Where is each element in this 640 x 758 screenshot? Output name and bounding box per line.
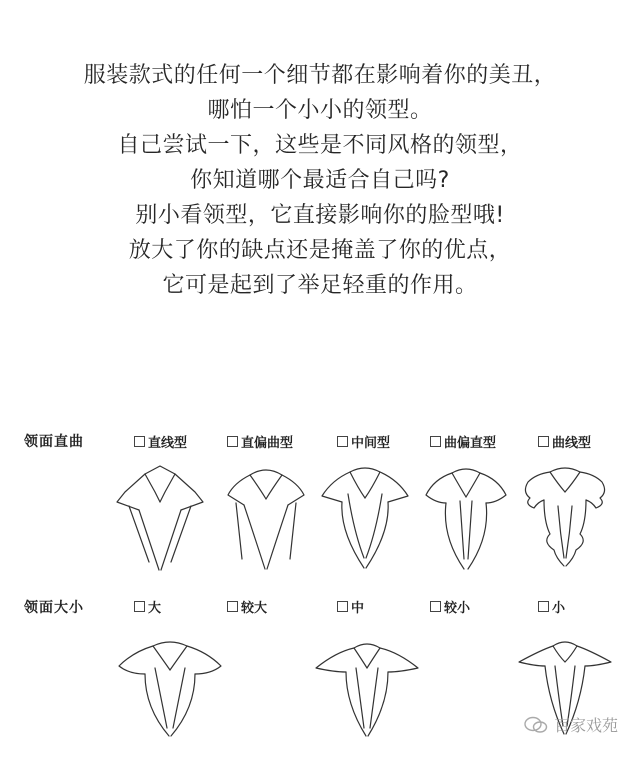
checkbox-icon[interactable] xyxy=(337,436,348,447)
intro-line: 放大了你的缺点还是掩盖了你的优点， xyxy=(128,238,512,263)
intro-line: 别小看领型，它直接影响你的脸型哦! xyxy=(135,203,505,228)
collar-medium-icon xyxy=(312,638,422,738)
checkbox-icon[interactable] xyxy=(134,436,145,447)
checkbox-icon[interactable] xyxy=(227,436,238,447)
collar-curved-straight-icon xyxy=(422,463,510,573)
checkbox-icon[interactable] xyxy=(430,601,441,612)
collar-middle-icon xyxy=(318,462,412,572)
collar-large-icon xyxy=(115,638,225,738)
checkbox-icon[interactable] xyxy=(337,601,348,612)
watermark xyxy=(524,713,618,736)
checkbox-icon[interactable] xyxy=(227,601,238,612)
checkbox-icon[interactable] xyxy=(538,436,549,447)
option-middle[interactable]: 中间型 xyxy=(337,432,390,451)
row-label-line-style: 领面直曲 xyxy=(24,434,84,450)
option-straight[interactable]: 直线型 xyxy=(134,432,187,451)
intro-line: 你知道哪个最适合自己吗? xyxy=(190,168,450,193)
option-large[interactable]: 大 xyxy=(134,597,161,616)
option-small[interactable]: 小 xyxy=(538,597,565,616)
checkbox-icon[interactable] xyxy=(538,601,549,612)
intro-line: 哪怕一个小小的领型。 xyxy=(207,98,433,123)
option-fairly-large[interactable]: 较大 xyxy=(227,597,267,616)
option-medium[interactable]: 中 xyxy=(337,597,364,616)
option-curved-straight[interactable]: 曲偏直型 xyxy=(430,432,496,451)
option-fairly-small[interactable]: 较小 xyxy=(430,597,470,616)
watermark-text: 百家戏苑 xyxy=(553,716,618,735)
intro-line: 服装款式的任何一个细节都在影响着你的美丑， xyxy=(83,63,557,88)
checkbox-icon[interactable] xyxy=(430,436,441,447)
intro-line: 自己尝试一下，这些是不同风格的领型， xyxy=(117,133,523,158)
row-label-size: 领面大小 xyxy=(24,600,84,616)
option-curved[interactable]: 曲线型 xyxy=(538,432,591,451)
checkbox-icon[interactable] xyxy=(134,601,145,612)
intro-line: 它可是起到了举足轻重的作用。 xyxy=(162,273,478,298)
option-straight-curved[interactable]: 直偏曲型 xyxy=(227,432,293,451)
intro-text xyxy=(0,58,640,303)
collar-curved-icon xyxy=(520,462,610,572)
collar-straight-icon xyxy=(115,462,205,572)
wechat-icon xyxy=(524,716,548,734)
collar-straight-curved-icon xyxy=(224,465,308,575)
